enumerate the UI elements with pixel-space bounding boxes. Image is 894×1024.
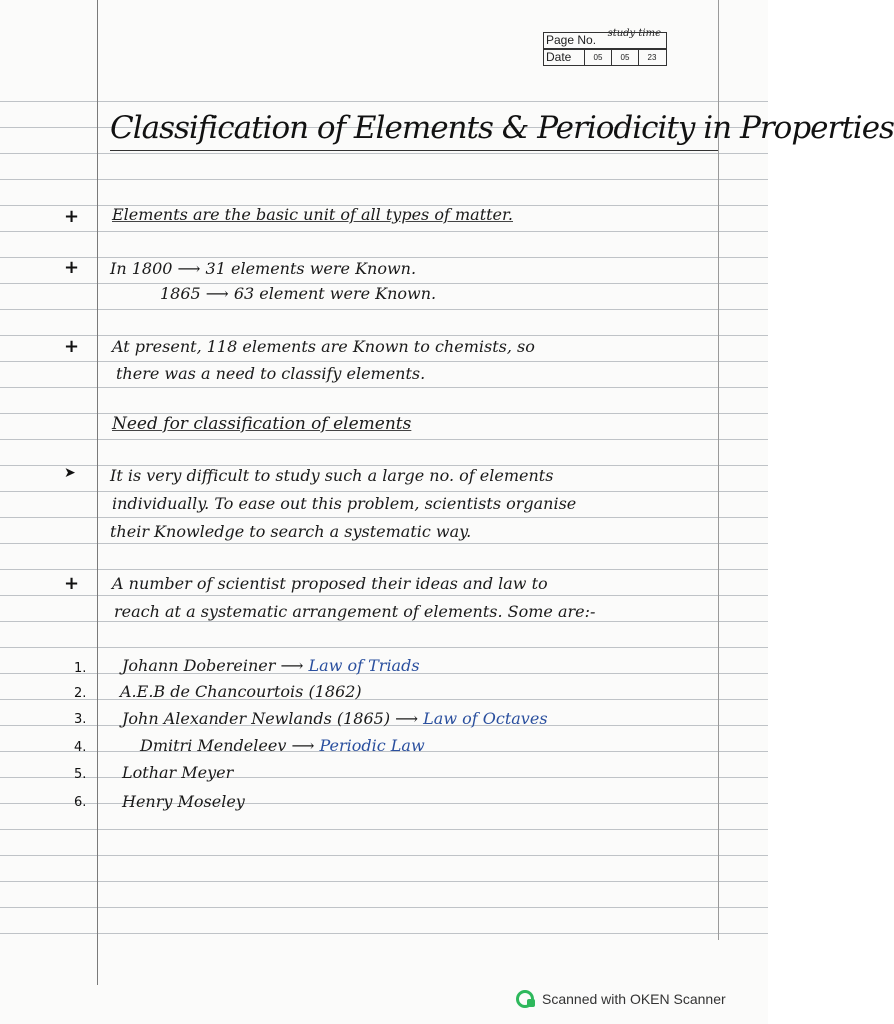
bullet-plus-icon: + [64,573,80,594]
title-underline [110,150,718,151]
scientist-law: Law of Triads [308,656,420,675]
list-item-number: 6. [74,795,87,810]
scientist-name: Dmitri Mendeleev ⟶ [140,736,320,755]
list-item-number: 2. [74,686,87,701]
page-number-field [543,32,667,49]
bullet-arrow-icon: ➤ [64,465,76,481]
date-label: Date [546,50,572,64]
date-day: 05 [584,50,611,65]
list-item-number: 4. [74,740,87,755]
intro-line1: A number of scientist proposed their ideas and law to [112,574,548,593]
point-present-line1: At present, 118 elements are Known to chemists, so [112,337,535,356]
scientist-law: Periodic Law [319,736,425,755]
date-field [543,49,667,66]
need-line1: It is very difficult to study such a large no. of elements [110,466,554,485]
bullet-plus-icon: + [64,257,80,278]
section-heading: Need for classification of elements [112,414,412,434]
scientist-name: Henry Moseley [122,792,245,811]
list-item [140,736,425,755]
need-line3: their Knowledge to search a systematic way. [110,522,472,541]
date-year: 23 [638,50,665,65]
page-title: Classification of Elements & Periodicity in Properties [110,110,894,146]
point-1865: 1865 ⟶ 63 element were Known. [160,284,437,303]
page-number-label: Page No. [546,33,597,47]
bullet-plus-icon: + [64,336,80,357]
need-line2: individually. To ease out this problem, scientists organise [112,494,577,513]
list-item [122,656,420,675]
brand-label: study time [607,28,661,39]
point-present-line2: there was a need to classify elements. [116,364,426,383]
scientist-name: Johann Dobereiner ⟶ [122,656,309,675]
list-item-number: 1. [74,661,87,676]
date-month: 05 [611,50,638,65]
list-item [122,763,233,782]
list-item [120,682,362,701]
list-item-number: 5. [74,767,87,782]
bullet-plus-icon: + [64,206,80,227]
list-item [122,792,245,811]
point-elements: Elements are the basic unit of all types of matter. [112,205,513,224]
scanner-logo-icon [516,990,534,1008]
intro-line2: reach at a systematic arrangement of elements. Some are:- [114,602,596,621]
point-1800: In 1800 ⟶ 31 elements were Known. [110,259,417,278]
page-header-box [543,28,665,68]
scanner-text: Scanned with OKEN Scanner [542,991,726,1007]
list-item-number: 3. [74,712,87,727]
list-item [122,709,548,728]
scientist-name: A.E.B de Chancourtois (1862) [120,682,362,701]
scientist-law: Law of Octaves [423,709,548,728]
left-margin-line [97,0,98,985]
scanner-watermark [516,990,726,1008]
scientist-name: Lothar Meyer [122,763,234,782]
scientist-name: John Alexander Newlands (1865) ⟶ [122,709,424,728]
